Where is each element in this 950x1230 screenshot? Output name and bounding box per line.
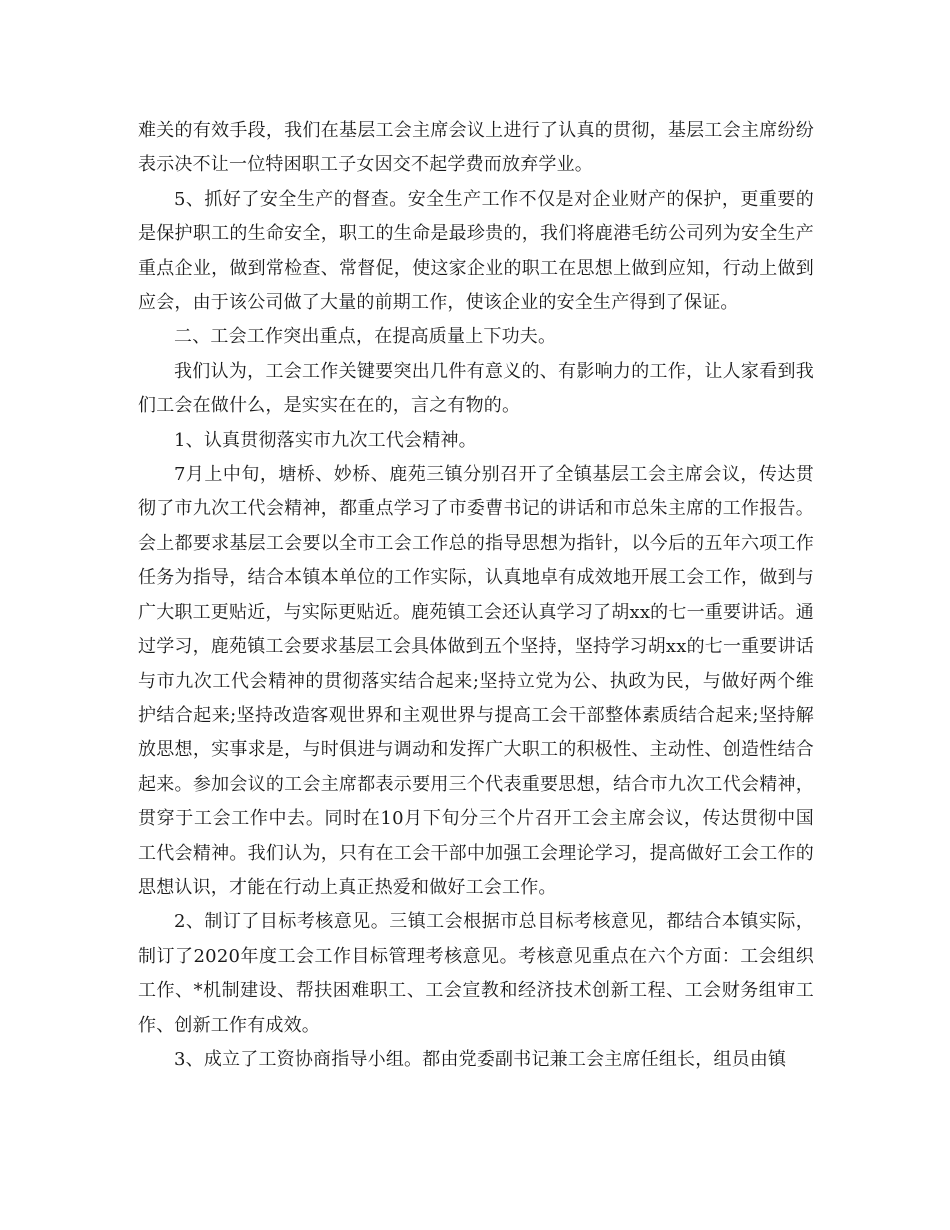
document-body bbox=[138, 114, 814, 1077]
section-heading-two: 二、工会工作突出重点，在提高质量上下功夫。 bbox=[174, 326, 557, 348]
paragraph-safety-production: 5、抓好了安全生产的督查。安全生产工作不仅是对企业财产的保护，更重要的是保护职工的生命安全，职工的生命是最珍贵的，我们将鹿港毛纺公司列为安全生产重点企业，做到常检查、常督促，使这家企业的职工在思想上做到应知，行动上做到应会，由于该公司做了大量的前期工作，使该企业的安全生产得到了保证。 bbox=[138, 188, 814, 314]
item-heading-one: 1、认真贯彻落实市九次工代会精神。 bbox=[174, 429, 477, 451]
paragraph-wage-negotiation: 3、成立了工资协商指导小组。都由党委副书记兼工会主席任组长，组员由镇 bbox=[174, 1048, 787, 1070]
paragraph-july-meetings: 7月上中旬，塘桥、妙桥、鹿苑三镇分别召开了全镇基层工会主席会议，传达贯彻了市九次工代会精神，都重点学习了市委曹书记的讲话和市总朱主席的工作报告。会上都要求基层工会要以全市工会工作总的指导思想为指针，以今后的五年六项工作任务为指导，结合本镇本单位的工作实际，认真地卓有成效地开展工会工作，做到与广大职工更贴近，与实际更贴近。鹿苑镇工会还认真学习了胡xx的七一重要讲话。通过学习，鹿苑镇工会要求基层工会具体做到五个坚持，坚持学习胡xx的七一重要讲话与市九次工代会精神的贯彻落实结合起来;坚持立党为公、执政为民，与做好两个维护结合起来;坚持改造客观世界和主观世界与提高工会干部整体素质结合起来;坚持解放思想，实事求是，与时俱进与调动和发挥广大职工的积极性、主动性、创造性结合起来。参加会议的工会主席都表示要用三个代表重要思想，结合市九次工代会精神，贯穿于工会工作中去。同时在10月下旬分三个片召开工会主席会议，传达贯彻中国工代会精神。我们认为，只有在工会干部中加强工会理论学习，提高做好工会工作的思想认识，才能在行动上真正热爱和做好工会工作。 bbox=[138, 464, 814, 898]
paragraph-continuation: 难关的有效手段，我们在基层工会主席会议上进行了认真的贯彻，基层工会主席纷纷表示决不让一位特困职工子女因交不起学费而放弃学业。 bbox=[138, 120, 814, 176]
paragraph-target-assessment: 2、制订了目标考核意见。三镇工会根据市总目标考核意见，都结合本镇实际，制订了2020年度工会工作目标管理考核意见。考核意见重点在六个方面：工会组织工作、*机制建设、帮扶困难职工、工会宣教和经济技术创新工程、工会财务组审工作、创新工作有成效。 bbox=[138, 911, 814, 1036]
paragraph-key-work: 我们认为，工会工作关键要突出几件有意义的、有影响力的工作，让人家看到我们工会在做什么，是实实在在的，言之有物的。 bbox=[138, 360, 814, 417]
